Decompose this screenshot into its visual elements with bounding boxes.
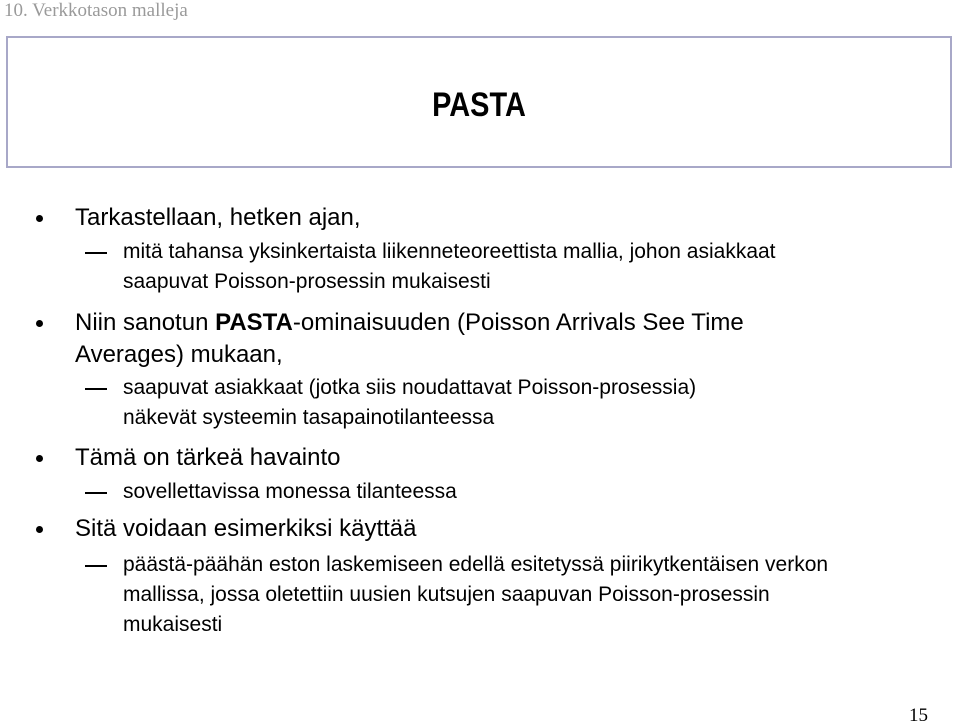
dash-icon <box>85 252 107 254</box>
sub-bullet-text: mallissa, jossa oletettiin uusien kutsujen saapuvan Poisson-prosessin <box>123 583 770 606</box>
bullet-text-prefix: Niin sanotun <box>75 309 216 336</box>
title-box <box>6 36 952 168</box>
dash-icon <box>85 388 107 390</box>
bullet-text <box>75 309 744 337</box>
sub-bullet-text: saapuvat Poisson-prosessin mukaisesti <box>123 270 491 293</box>
bullet-icon <box>36 215 43 222</box>
sub-bullet-text: päästä-päähän eston laskemiseen edellä esitetyssä piirikytkentäisen verkon <box>123 553 829 576</box>
sub-bullet-text: saapuvat asiakkaat (jotka siis noudattavat Poisson-prosessia) <box>123 376 697 399</box>
dash-icon <box>85 492 107 494</box>
bullet-icon <box>36 320 43 327</box>
slide-header: 10. Verkkotason malleja <box>4 0 188 21</box>
sub-bullet-text: näkevät systeemin tasapainotilanteessa <box>123 406 495 429</box>
bullet-icon <box>36 526 43 533</box>
bullet-text-suffix: -ominaisuuden (Poisson Arrivals See Time <box>292 309 744 336</box>
sub-bullet-text: sovellettavissa monessa tilanteessa <box>123 480 457 503</box>
page-number: 15 <box>909 705 928 726</box>
sub-bullet-text: mitä tahansa yksinkertaista liikenneteoreettista mallia, johon asiakkaat <box>123 240 776 263</box>
bullet-text-bold: PASTA <box>215 309 293 336</box>
dash-icon <box>85 565 107 567</box>
bullet-text: Averages) mukaan, <box>75 341 283 368</box>
bullet-text: Tarkastellaan, hetken ajan, <box>75 204 361 231</box>
sub-bullet-text: mukaisesti <box>123 613 223 636</box>
bullet-text: Sitä voidaan esimerkiksi käyttää <box>75 515 417 542</box>
bullet-icon <box>36 455 43 462</box>
slide-title: PASTA <box>432 86 526 124</box>
bullet-text: Tämä on tärkeä havainto <box>75 444 341 471</box>
